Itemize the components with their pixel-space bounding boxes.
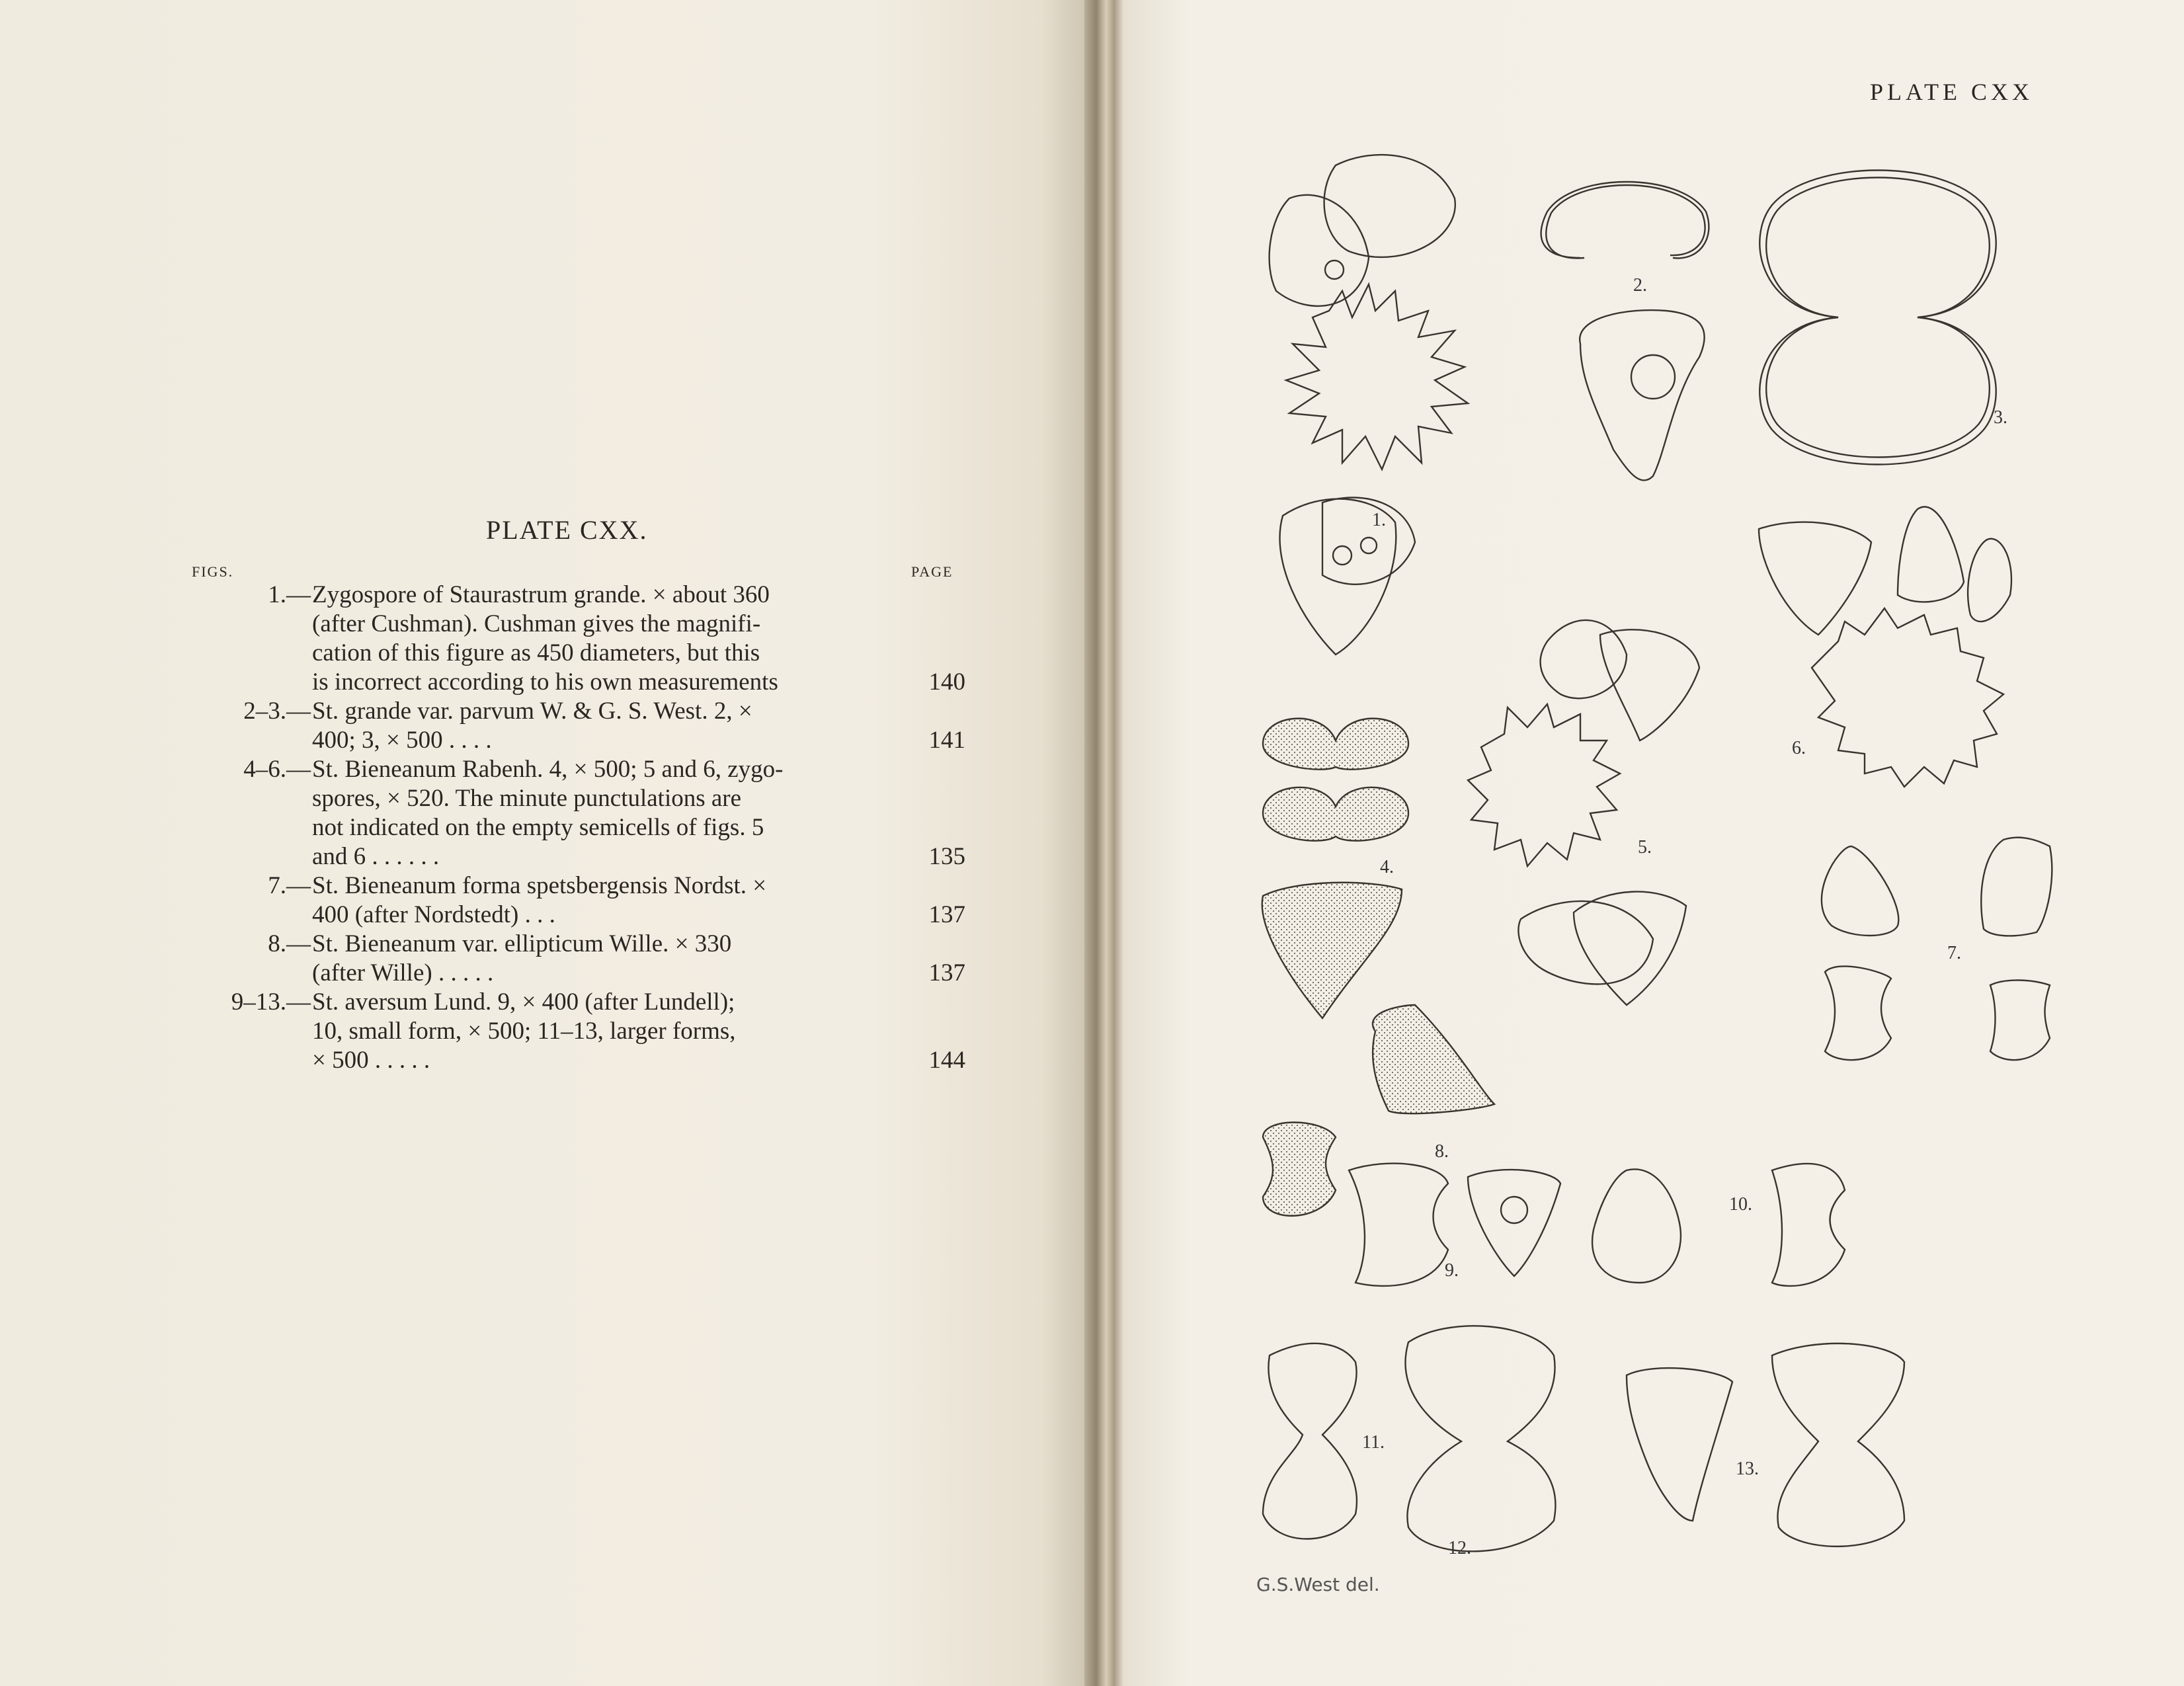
label-fig-4: 4. — [1380, 857, 1394, 877]
entry-line: St. Bieneanum forma spetsbergensis Nordst. × — [312, 872, 767, 899]
figs-column-heading: FIGS. — [192, 563, 234, 580]
entry-page: 141 — [928, 727, 965, 754]
label-fig-6: 6. — [1792, 738, 1806, 758]
entry-line: 10, small form, × 500; 11–13, larger forms, — [312, 1018, 736, 1045]
figure-5 — [1468, 620, 1699, 1005]
entry-line: spores, × 520. The minute punctulations are — [312, 785, 742, 812]
entry-page: 144 — [928, 1047, 965, 1074]
entry-line: is incorrect according to his own measurements — [312, 668, 778, 696]
label-fig-11: 11. — [1362, 1432, 1385, 1453]
entry-line: St. aversum Lund. 9, × 400 (after Lundell); — [312, 988, 735, 1016]
entry-page: 140 — [928, 668, 965, 696]
entry-line: 400 (after Nordstedt) . . . — [312, 901, 555, 928]
figure-legend — [192, 581, 965, 1075]
figure-13 — [1627, 1344, 1904, 1546]
page-column-heading: PAGE — [911, 563, 953, 580]
entry-number: 1.— — [268, 581, 311, 608]
figure-7 — [1822, 838, 2052, 1061]
entry-line: St. grande var. parvum W. & G. S. West. 2, × — [312, 698, 752, 725]
figure-10 — [1592, 1164, 1845, 1286]
entry-line: × 500 . . . . . — [312, 1047, 430, 1074]
label-fig-13: 13. — [1736, 1459, 1759, 1479]
entry-number: 8.— — [268, 930, 311, 957]
entry-line: (after Cushman). Cushman gives the magnifi- — [312, 610, 761, 637]
entry-line: St. Bieneanum Rabenh. 4, × 500; 5 and 6, zygo- — [312, 756, 784, 783]
label-fig-9: 9. — [1445, 1260, 1459, 1281]
entry-page: 137 — [928, 901, 965, 928]
entry-line: cation of this figure as 450 diameters, but this — [312, 639, 760, 666]
figure-2 — [1541, 182, 1709, 480]
entry-page: 137 — [928, 959, 965, 986]
plate-title: PLATE CXX. — [486, 515, 648, 545]
legend-entry — [192, 581, 965, 697]
figure-11 — [1263, 1344, 1357, 1539]
figure-8 — [1263, 1005, 1494, 1216]
entry-line: 400; 3, × 500 . . . . — [312, 727, 492, 754]
entry-number: 7.— — [268, 872, 311, 899]
label-fig-5: 5. — [1638, 837, 1652, 858]
label-fig-1: 1. — [1372, 510, 1386, 530]
legend-entry — [192, 871, 965, 930]
entry-number: 4–6.— — [243, 756, 311, 783]
artist-credit: G.S.West del. — [1256, 1574, 1380, 1595]
entry-page: 135 — [928, 843, 965, 870]
label-fig-2: 2. — [1633, 275, 1647, 296]
legend-entry — [192, 930, 965, 988]
legend-entry — [192, 697, 965, 755]
book-gutter — [1084, 0, 1124, 1686]
label-fig-10: 10. — [1729, 1194, 1752, 1215]
entry-number: 9–13.— — [231, 988, 311, 1016]
legend-entry — [192, 755, 965, 871]
plate-illustrations — [1124, 0, 2184, 1686]
figure-12 — [1405, 1326, 1555, 1551]
entry-line: (after Wille) . . . . . — [312, 959, 494, 986]
label-fig-3: 3. — [1994, 407, 2007, 428]
entry-number: 2–3.— — [243, 698, 311, 725]
figure-1 — [1270, 155, 1468, 655]
figure-3 — [1759, 171, 1996, 465]
legend-entry — [192, 988, 965, 1075]
entry-line: not indicated on the empty semicells of figs. 5 — [312, 814, 764, 841]
label-fig-7: 7. — [1947, 943, 1961, 963]
label-fig-12: 12. — [1448, 1538, 1471, 1558]
entry-line: and 6 . . . . . . — [312, 843, 440, 870]
entry-line: St. Bieneanum var. ellipticum Wille. × 330 — [312, 930, 732, 957]
plate-header: PLATE CXX — [1870, 79, 2034, 105]
entry-line: Zygospore of Staurastrum grande. × about 360 — [312, 581, 770, 608]
label-fig-8: 8. — [1435, 1141, 1449, 1162]
left-page — [0, 0, 1084, 1686]
